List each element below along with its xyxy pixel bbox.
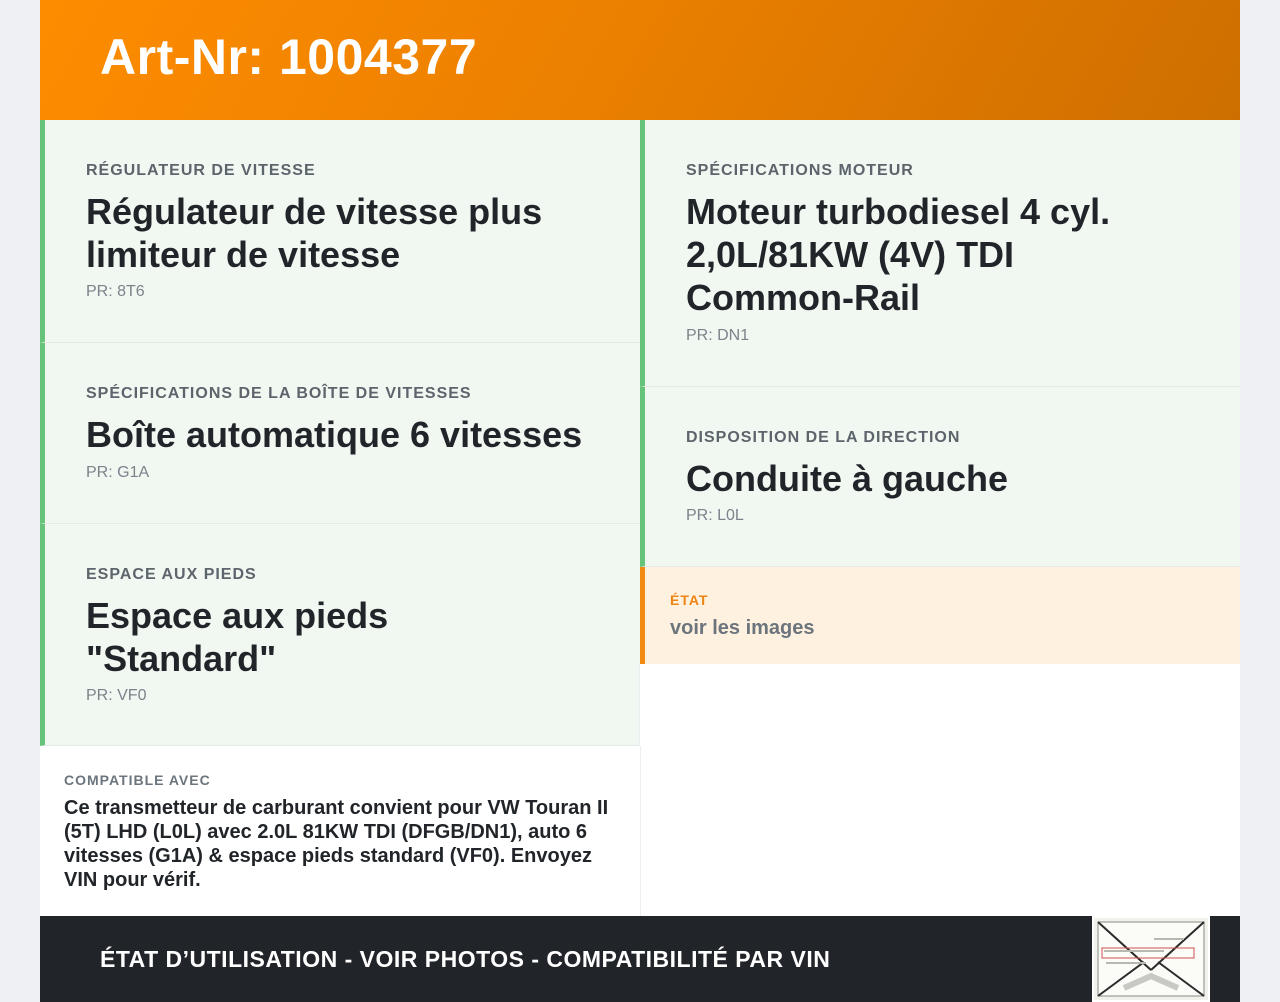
- compatibility-label: COMPATIBLE AVEC: [64, 772, 211, 788]
- footer-bar: [40, 916, 1240, 1002]
- spec-steering: [640, 387, 1240, 567]
- condition-value: voir les images: [670, 617, 815, 639]
- spec-value: Moteur turbodiesel 4 cyl. 2,0L/81KW (4V) TDI Common-Rail: [686, 191, 1111, 318]
- right-spec-column: [640, 120, 1240, 664]
- product-photo-thumbnail[interactable]: [1092, 916, 1210, 1002]
- spec-label: RÉGULATEUR DE VITESSE: [86, 162, 316, 179]
- spec-footwell: [40, 524, 640, 746]
- condition-label: ÉTAT: [670, 592, 709, 608]
- spec-value: Boîte automatique 6 vitesses: [86, 414, 583, 455]
- spec-label: SPÉCIFICATIONS DE LA BOÎTE DE VITESSES: [86, 385, 472, 402]
- spec-label: DISPOSITION DE LA DIRECTION: [686, 429, 961, 446]
- header-banner: [40, 0, 1240, 120]
- compatibility-text: Ce transmetteur de carburant convient pour VW Touran II (5T) LHD (L0L) avec 2.0L 81KW TDI (DFGB/DN1), auto 6 vitesses (G1A) & espace pieds standard (VF0). Envoyez VIN pour vérif.: [64, 797, 609, 891]
- spec-engine: [640, 120, 1240, 387]
- spec-value: Conduite à gauche: [686, 458, 1009, 499]
- spec-pr-code: PR: VF0: [86, 687, 147, 704]
- spec-pr-code: PR: 8T6: [86, 283, 145, 300]
- left-spec-column: [40, 120, 640, 746]
- spec-cruise-control: [40, 120, 640, 343]
- footer-message: ÉTAT D’UTILISATION - VOIR PHOTOS - COMPATIBILITÉ PAR VIN: [100, 946, 831, 972]
- spec-pr-code: PR: G1A: [86, 464, 150, 481]
- spec-pr-code: PR: L0L: [686, 507, 744, 524]
- spec-value: Régulateur de vitesse plus limiteur de vitesse: [86, 191, 543, 275]
- spec-label: ESPACE AUX PIEDS: [86, 566, 257, 583]
- spec-value: Espace aux pieds "Standard": [86, 595, 389, 679]
- product-card: [40, 0, 1240, 1002]
- compatibility-section: [40, 746, 641, 916]
- spec-gearbox: [40, 343, 640, 524]
- envelope-photo-icon: [1094, 918, 1208, 1000]
- article-number-title: Art-Nr: 1004377: [100, 29, 478, 85]
- spec-pr-code: PR: DN1: [686, 327, 750, 344]
- condition-box: [640, 567, 1240, 664]
- spec-label: SPÉCIFICATIONS MOTEUR: [686, 162, 914, 179]
